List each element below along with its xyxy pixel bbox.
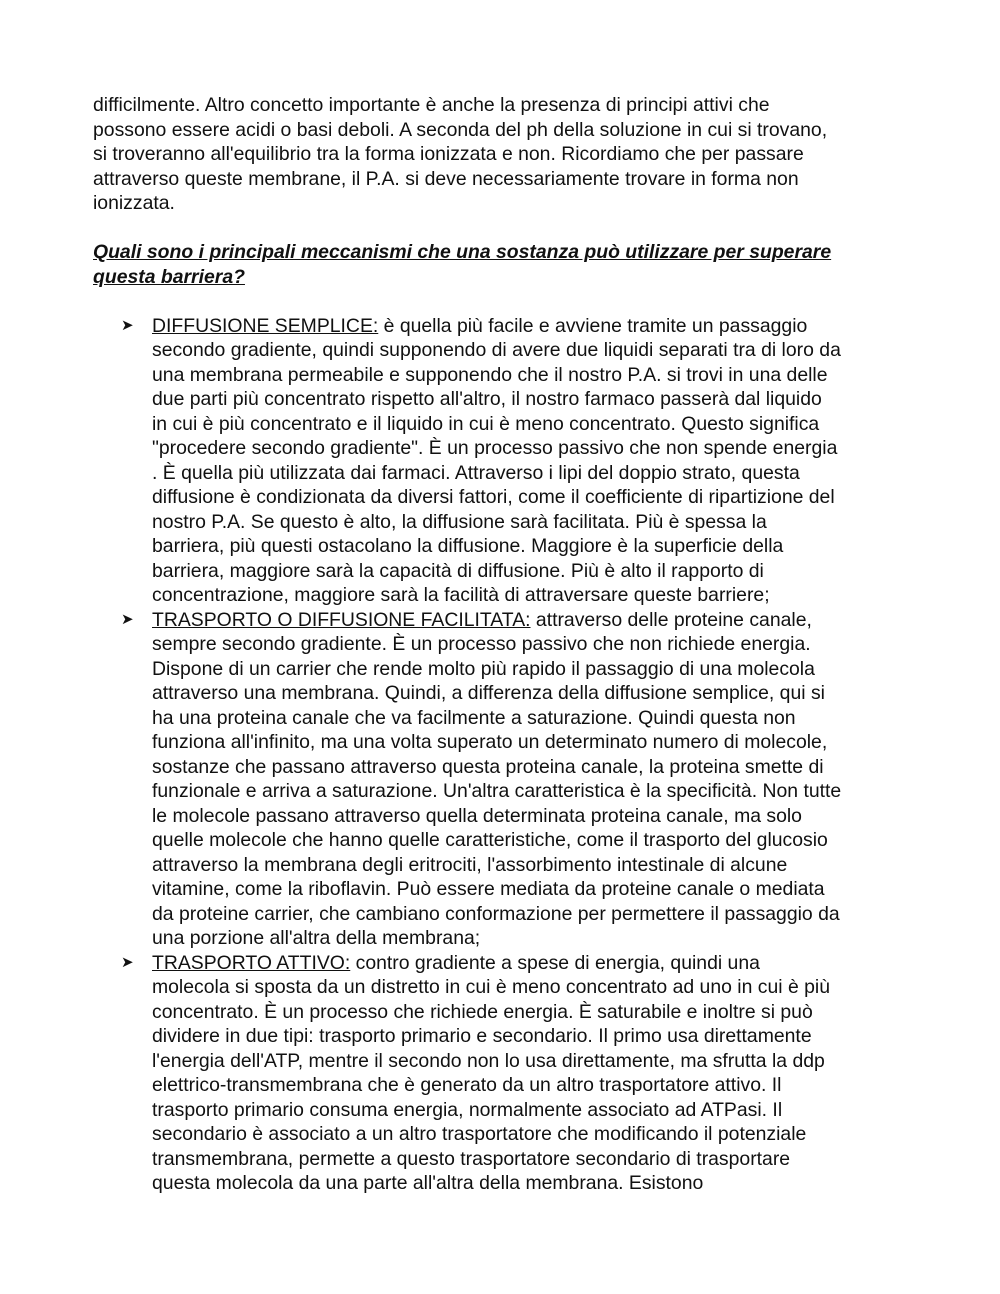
list-item-trasporto-attivo (93, 951, 913, 1196)
list-item-diffusione-semplice (93, 314, 913, 608)
intro-paragraph: difficilmente. Altro concetto importante è anche la presenza di principi attivi che possono essere acidi o basi deboli. A seconda del ph della soluzione in cui si trovano, si troveranno all'equilibrio tra la forma ionizzata e non. Ricordiamo che per passare attraverso queste membrane, il P.A. si deve necessariamente trovare in forma non ionizzata. (93, 94, 828, 214)
list-item-text (152, 314, 913, 608)
arrow-bullet-icon: ➤ (121, 610, 134, 628)
list-item-description: contro gradiente a spese di energia, quindi una molecola si sposta da un distretto in cui è meno concentrato ad uno in cui è più concentrato. È un processo che richiede energia. È saturabile e inoltre si può dividere in due tipi: trasporto primario e secondario. Il primo usa direttamente l'energia dell'ATP, mentre il secondo non lo usa direttamente, ma sfrutta la ddp elettrico-transmembrana che è generato da un altro trasportatore attivo. Il trasporto primario consuma energia, normalmente associato ad ATPasi. Il secondario è associato a un altro trasportatore che modificando il potenziale transmembrana, permette a questo trasportatore secondario di trasportare questa molecola da una parte all'altra della membrana. Esistono (152, 951, 831, 1194)
arrow-bullet-icon: ➤ (121, 953, 134, 971)
list-item-description: è quella più facile e avviene tramite un passaggio secondo gradiente, quindi supponendo di avere due liquidi separati tra di loro da una membrana permeabile e supponendo che il nostro P.A. si trovi in una delle due parti più concentrato rispetto all'altro, il nostro farmaco passerà dal liquido in cui è più concentrato e il liquido in cui è meno concentrato. Questo significa "procedere secondo gradiente". È un processo passivo che non spende energia . È quella più utilizzata dai farmaci. Attraverso i lipi del doppio strato, questa diffusione è condizionata da diversi fattori, come il coefficiente di ripartizione del nostro P.A. Se questo è alto, la diffusione sarà facilitata. Più è spessa la barriera, più questi ostacolano la diffusione. Maggiore è la superficie della barriera, maggiore sarà la capacità di diffusione. Più è alto il rapporto di concentrazione, maggiore sarà la facilità di attraversare queste barriere; (152, 314, 841, 606)
list-item-text (152, 951, 913, 1196)
list-item-trasporto-facilitato (93, 608, 913, 951)
arrow-bullet-icon: ➤ (121, 316, 134, 334)
section-question-heading: Quali sono i principali meccanismi che una sostanza può utilizzare per superare questa barriera? (93, 241, 832, 288)
list-item-text (152, 608, 913, 951)
list-item-term: TRASPORTO O DIFFUSIONE FACILITATA: (152, 608, 531, 631)
list-item-term: DIFFUSIONE SEMPLICE: (152, 314, 379, 337)
document-page (93, 93, 913, 1196)
list-item-term: TRASPORTO ATTIVO: (152, 951, 351, 974)
mechanism-list (93, 314, 913, 1196)
list-item-description: attraverso delle proteine canale, sempre secondo gradiente. È un processo passivo che non richiede energia. Dispone di un carrier che rende molto più rapido il passaggio di una molecola attraverso una membrana. Quindi, a differenza della diffusione semplice, qui si ha una proteina canale che va facilmente a saturazione. Quindi questa non funziona all'infinito, ma una volta superato un determinato numero di molecole, sostanze che passano attraverso questa proteina canale, la proteina smette di funzionale e arriva a saturazione. Un'altra caratteristica è la specificità. Non tutte le molecole passano attraverso quella determinata proteina canale, ma solo quelle molecole che hanno quelle caratteristiche, come il trasporto del glucosio attraverso la membrana degli eritrociti, l'assorbimento intestinale di alcune vitamine, come la riboflavin. Può essere mediata da proteine canale o mediata da proteine carrier, che cambiano conformazione per permettere il passaggio da una porzione all'altra della membrana; (152, 608, 842, 949)
